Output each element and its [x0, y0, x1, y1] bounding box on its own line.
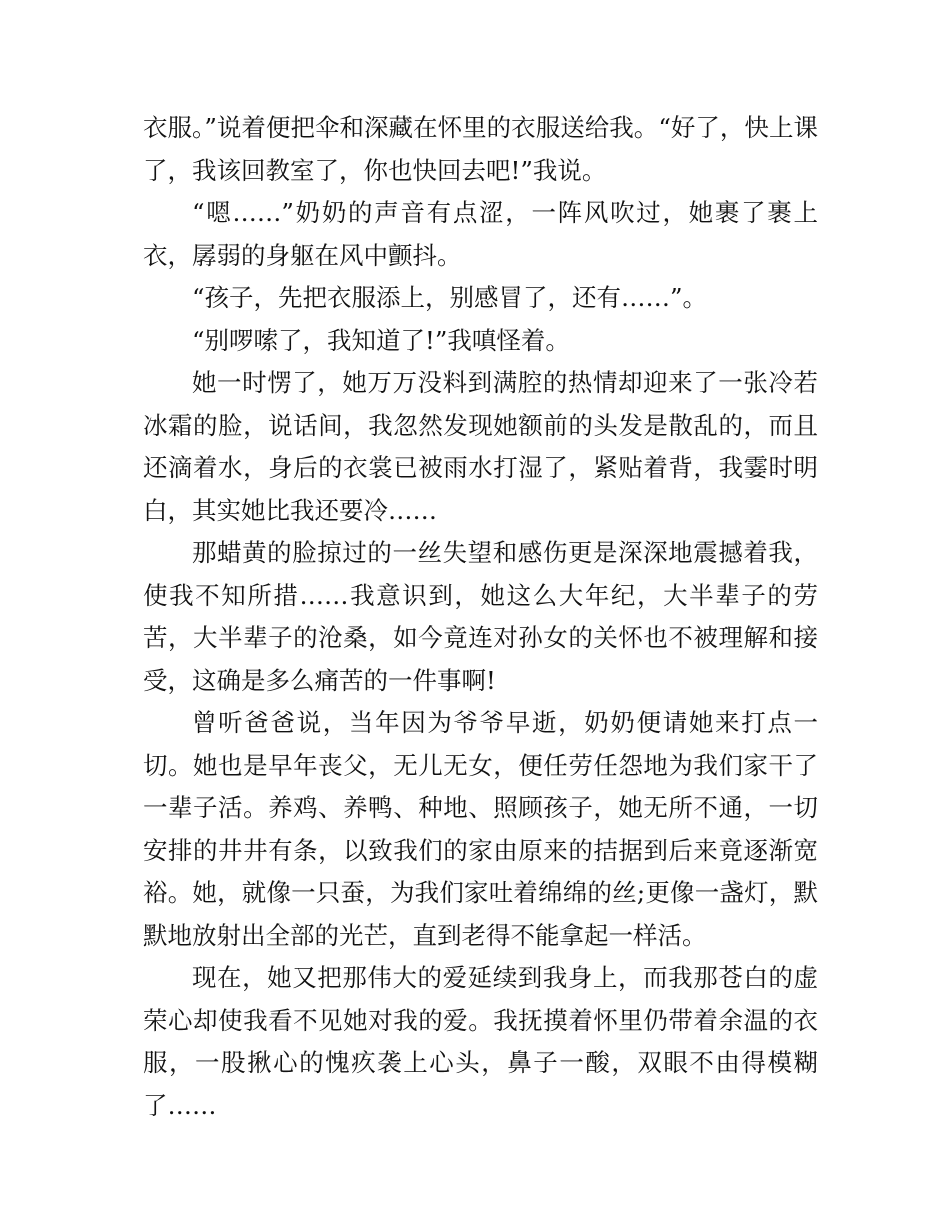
paragraph: “孩子，先把衣服添上，别感冒了，还有……”。: [192, 283, 708, 312]
paragraph: 那蜡黄的脸掠过的一丝失望和感伤更是深深地震撼着我，使我不知所措……我意识到，她这么大年纪，大半辈子的劳苦，大半辈子的沧桑，如今竟连对孙女的关怀也不被理解和接受，这确是多么痛苦的一件事啊!: [143, 538, 818, 695]
paragraph: 衣服。”说着便把伞和深藏在怀里的衣服送给我。“好了，快上课了，我该回教室了，你也快回去吧!”我说。: [143, 113, 818, 185]
document-body: [143, 107, 818, 1127]
paragraph: 她一时愣了，她万万没料到满腔的热情却迎来了一张冷若冰霜的脸，说话间，我忽然发现她额前的头发是散乱的，而且还滴着水，身后的衣裳已被雨水打湿了，紧贴着背，我霎时明白，其实她比我还要冷……: [143, 368, 818, 525]
paragraph: 现在，她又把那伟大的爱延续到我身上，而我那苍白的虚荣心却使我看不见她对我的爱。我抚摸着怀里仍带着余温的衣服，一股揪心的愧疚袭上心头，鼻子一酸，双眼不由得模糊了……: [143, 963, 818, 1120]
paragraph: 曾听爸爸说，当年因为爷爷早逝，奶奶便请她来打点一切。她也是早年丧父，无儿无女，便任劳任怨地为我们家干了一辈子活。养鸡、养鸭、种地、照顾孩子，她无所不通，一切安排的井井有条，以致我们的家由原来的拮据到后来竟逐渐宽裕。她，就像一只蚕，为我们家吐着绵绵的丝;更像一盏灯，默默地放射出全部的光芒，直到老得不能拿起一样活。: [143, 708, 818, 950]
paragraph: “别啰嗦了，我知道了!”我嗔怪着。: [192, 325, 570, 355]
paragraph: “嗯……”奶奶的声音有点涩，一阵风吹过，她裹了裹上衣，孱弱的身躯在风中颤抖。: [143, 198, 818, 270]
